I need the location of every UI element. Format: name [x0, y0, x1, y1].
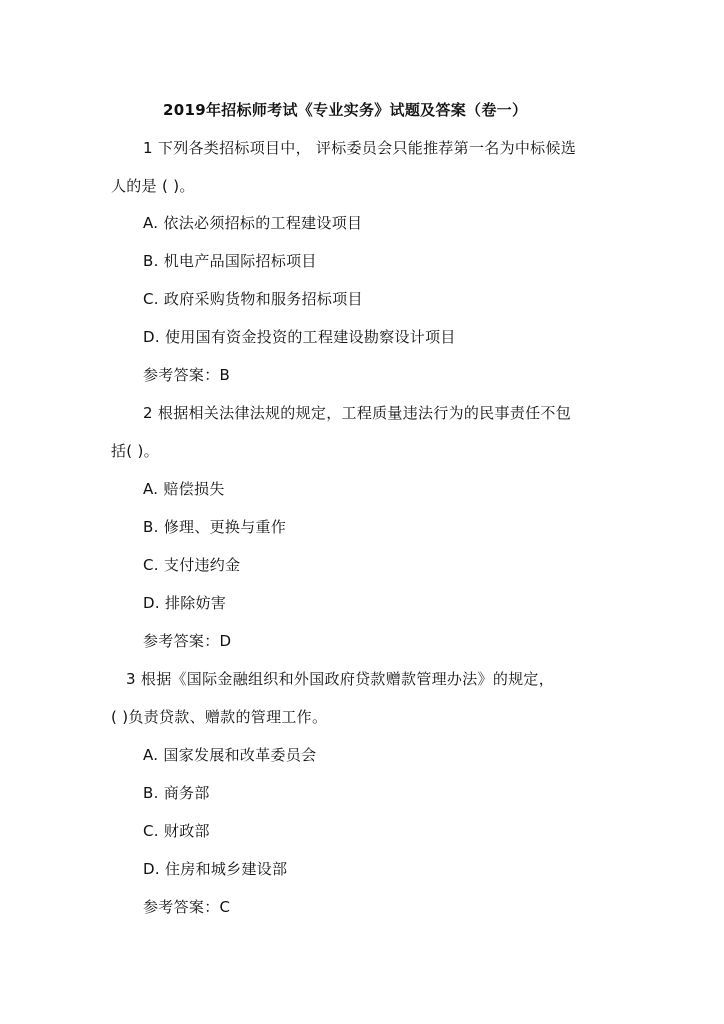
answer-option-d: D. 住房和城乡建设部 — [143, 860, 288, 878]
question-stem-line: ( )负责贷款、赠款的管理工作。 — [111, 708, 328, 726]
answer-option-a: A. 依法必须招标的工程建设项目 — [143, 214, 363, 232]
answer-option-a: A. 国家发展和改革委员会 — [143, 746, 317, 764]
answer-option-d: D. 排除妨害 — [143, 594, 227, 612]
answer-option-c: C. 支付违约金 — [143, 556, 241, 574]
reference-answer: 参考答案：B — [143, 366, 231, 384]
answer-option-c: C. 财政部 — [143, 822, 210, 840]
answer-option-d: D. 使用国有资金投资的工程建设勘察设计项目 — [143, 328, 456, 346]
question-stem-line: 1 下列各类招标项目中， 评标委员会只能推荐第一名为中标候选 — [143, 139, 577, 157]
answer-option-b: B. 修理、更换与重作 — [143, 518, 287, 536]
document-title: 2019年招标师考试《专业实务》试题及答案（卷一） — [163, 101, 528, 119]
question-stem-line: 人的是 ( )。 — [111, 177, 195, 195]
answer-option-a: A. 赔偿损失 — [143, 480, 225, 498]
reference-answer: 参考答案：C — [143, 898, 231, 916]
question-stem-line: 2 根据相关法律法规的规定，工程质量违法行为的民事责任不包 — [143, 404, 572, 422]
answer-option-b: B. 机电产品国际招标项目 — [143, 252, 317, 270]
answer-option-c: C. 政府采购货物和服务招标项目 — [143, 290, 363, 308]
answer-option-b: B. 商务部 — [143, 784, 210, 802]
question-stem-line: 括( )。 — [111, 442, 159, 460]
reference-answer: 参考答案：D — [143, 632, 232, 650]
question-stem-line: 3 根据《国际金融组织和外国政府贷款赠款管理办法》的规定， — [126, 670, 555, 688]
